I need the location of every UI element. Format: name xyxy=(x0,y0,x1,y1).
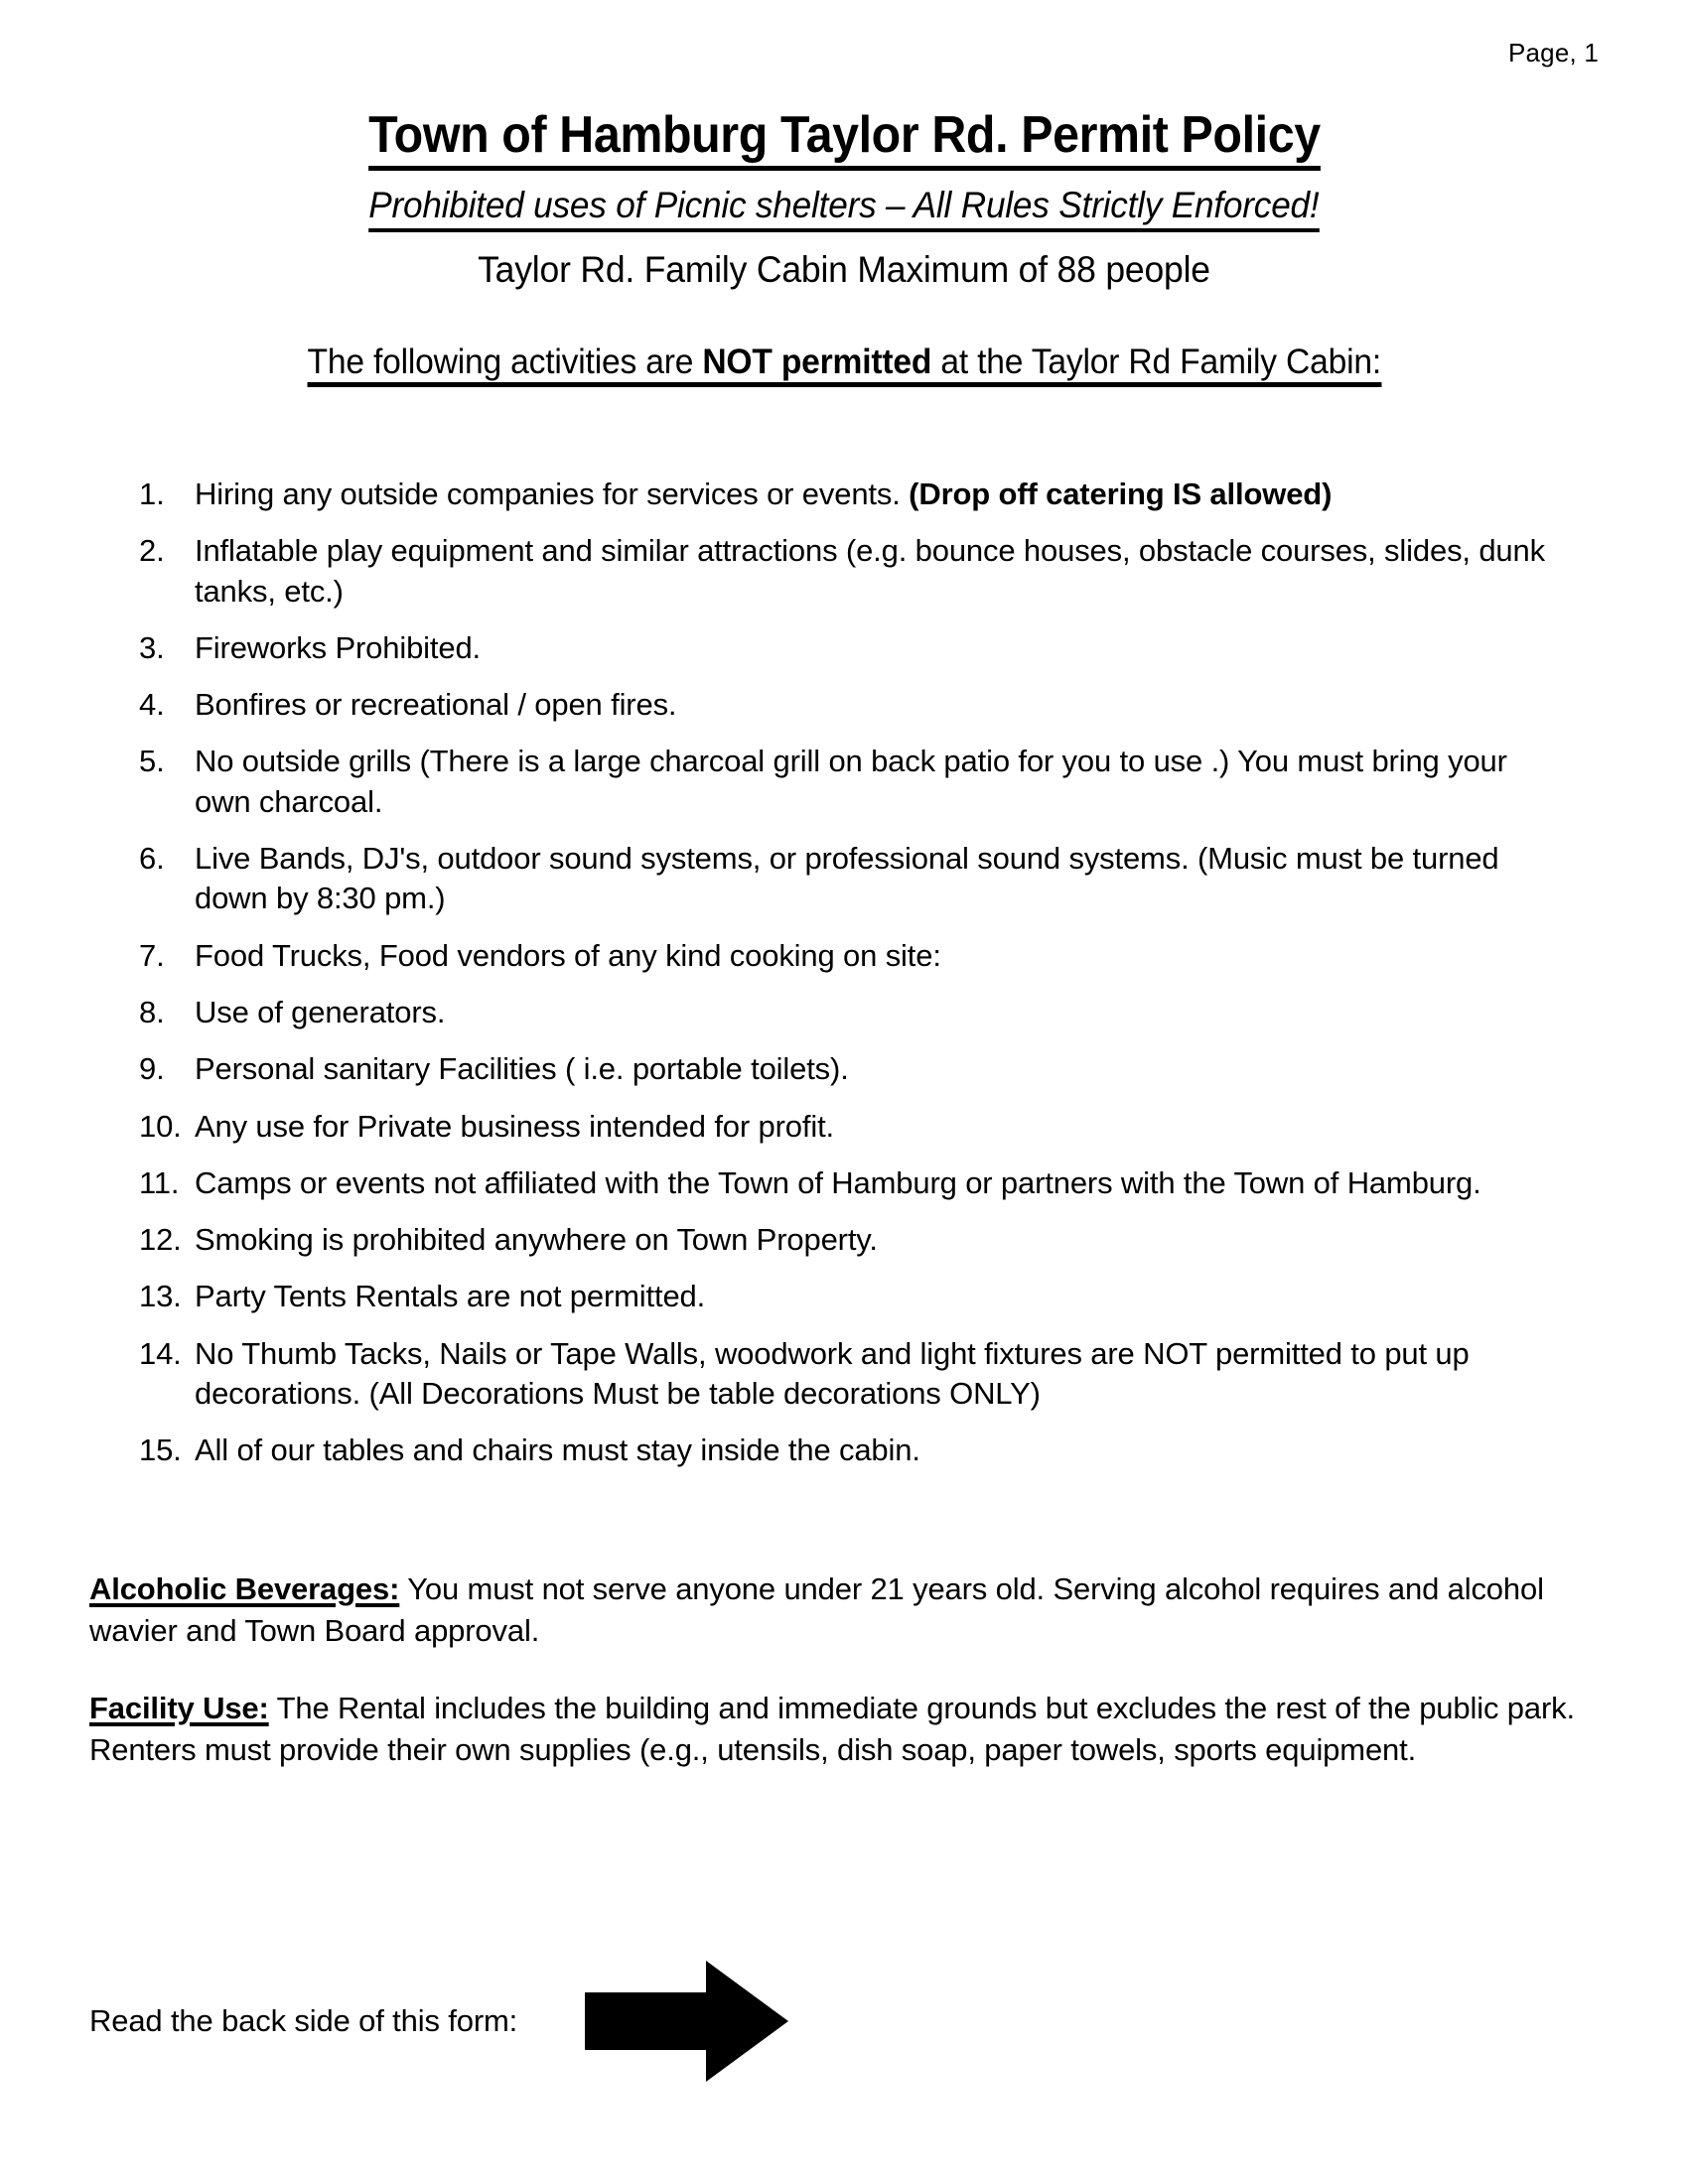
list-item-text xyxy=(195,1431,1569,1470)
page-title: Town of Hamburg Taylor Rd. Permit Policy xyxy=(368,107,1321,171)
section-heading-prefix: The following activities are xyxy=(307,342,703,381)
list-item xyxy=(139,475,1569,514)
list-item-text-main: Live Bands, DJ's, outdoor sound systems, or professional sound systems. (Music must be turned down by 8:30 pm.) xyxy=(195,841,1499,916)
list-item-number: 1. xyxy=(139,477,165,511)
list-item-text-main: No Thumb Tacks, Nails or Tape Walls, woodwork and light fixtures are NOT permitted to put up decorations. (All Decorations Must be table decorations ONLY) xyxy=(195,1335,1470,1412)
list-item-text-main: Food Trucks, Food vendors of any kind cooking on site: xyxy=(195,937,941,973)
list-item xyxy=(139,1277,1569,1316)
list-item-text xyxy=(195,742,1569,822)
list-item-number: 7. xyxy=(139,937,165,973)
list-item-number: 5. xyxy=(139,744,165,779)
list-item-text xyxy=(195,839,1569,919)
list-item-text xyxy=(195,1163,1569,1203)
list-item-number: 9. xyxy=(139,1051,165,1087)
list-item-text xyxy=(195,1334,1569,1415)
list-item-number: 3. xyxy=(139,629,165,665)
list-item-number: 13. xyxy=(139,1279,182,1314)
list-item-text-main: Any use for Private business intended for profit. xyxy=(195,1108,834,1144)
alcoholic-beverages-label: Alcoholic Beverages: xyxy=(89,1571,400,1606)
list-item-number: 10. xyxy=(139,1108,182,1144)
title-block xyxy=(0,107,1688,291)
list-item-text xyxy=(195,1107,1569,1147)
list-item xyxy=(139,1431,1569,1470)
page-number: Page, 1 xyxy=(1507,38,1599,68)
list-item-text xyxy=(195,1049,1569,1089)
alcoholic-beverages-body: You must not serve anyone under 21 years old. Serving alcohol requires and alcohol wavier and Town Board approval. xyxy=(89,1571,1544,1648)
list-item-text-main: Bonfires or recreational / open fires. xyxy=(195,687,677,723)
list-item-text-main: Smoking is prohibited anywhere on Town Property. xyxy=(195,1222,878,1258)
page-subtitle-capacity: Taylor Rd. Family Cabin Maximum of 88 people xyxy=(478,248,1210,290)
list-item-text-emphasis: (Drop off catering IS allowed) xyxy=(909,477,1333,511)
list-item-text-main: Inflatable play equipment and similar attractions (e.g. bounce houses, obstacle courses, slides, dunk tanks, etc.) xyxy=(195,533,1545,609)
list-item-number: 8. xyxy=(139,994,165,1029)
list-item-text xyxy=(195,1220,1569,1260)
list-item-text-main: Fireworks Prohibited. xyxy=(195,629,482,665)
list-item xyxy=(139,1107,1569,1147)
list-item-text xyxy=(195,685,1569,725)
list-item-text xyxy=(195,531,1569,612)
list-item-number: 15. xyxy=(139,1433,182,1468)
list-item xyxy=(139,742,1569,822)
page-subtitle: Prohibited uses of Picnic shelters – All Rules Strictly Enforced! xyxy=(368,185,1319,232)
list-item-number: 12. xyxy=(139,1222,182,1258)
section-heading xyxy=(0,342,1688,387)
right-arrow-icon xyxy=(585,1961,788,2082)
prohibited-activities-list xyxy=(139,475,1569,1488)
right-arrow-glyph xyxy=(585,1961,788,2082)
list-item xyxy=(139,1334,1569,1415)
list-item-number: 2. xyxy=(139,533,165,569)
list-item-number: 11. xyxy=(139,1164,180,1200)
facility-use-section xyxy=(89,1688,1599,1770)
list-item xyxy=(139,1220,1569,1260)
list-item xyxy=(139,531,1569,612)
list-item xyxy=(139,1163,1569,1203)
list-item-text-main: No outside grills (There is a large charcoal grill on back patio for you to use .) You must bring your own charcoal. xyxy=(195,744,1507,819)
list-item xyxy=(139,685,1569,725)
facility-use-body: The Rental includes the building and immediate grounds but excludes the rest of the public park. Renters must provide their own supplies (e.g., utensils, dish soap, paper towels, sports equipment. xyxy=(89,1691,1575,1767)
list-item-number: 4. xyxy=(139,687,165,723)
list-item xyxy=(139,1049,1569,1089)
list-item-number: 6. xyxy=(139,841,165,877)
section-heading-inner xyxy=(307,342,1381,387)
list-item xyxy=(139,993,1569,1032)
list-item-text xyxy=(195,475,1569,514)
list-item-text-main: Hiring any outside companies for services or events. xyxy=(195,477,910,511)
list-item-text xyxy=(195,628,1569,668)
alcoholic-beverages-section xyxy=(89,1569,1599,1651)
list-item-text-main: Party Tents Rentals are not permitted. xyxy=(195,1279,706,1314)
list-item-text-main: Camps or events not affiliated with the Town of Hamburg or partners with the Town of Hamburg. xyxy=(195,1164,1481,1200)
list-item-text-main: Use of generators. xyxy=(195,994,446,1029)
list-item xyxy=(139,628,1569,668)
footer xyxy=(89,1961,788,2082)
list-item xyxy=(139,839,1569,919)
read-back-side-text: Read the back side of this form: xyxy=(89,2003,518,2038)
list-item-text xyxy=(195,1277,1569,1316)
list-item-text xyxy=(195,936,1569,976)
facility-use-label: Facility Use: xyxy=(89,1691,269,1725)
list-item-text-main: Personal sanitary Facilities ( i.e. portable toilets). xyxy=(195,1051,849,1087)
list-item-text-main: All of our tables and chairs must stay inside the cabin. xyxy=(195,1433,920,1468)
list-item-text xyxy=(195,993,1569,1032)
section-heading-emphasis: NOT permitted xyxy=(702,342,931,381)
list-item-number: 14. xyxy=(139,1335,182,1371)
list-item xyxy=(139,936,1569,976)
section-heading-suffix: at the Taylor Rd Family Cabin: xyxy=(930,342,1381,381)
